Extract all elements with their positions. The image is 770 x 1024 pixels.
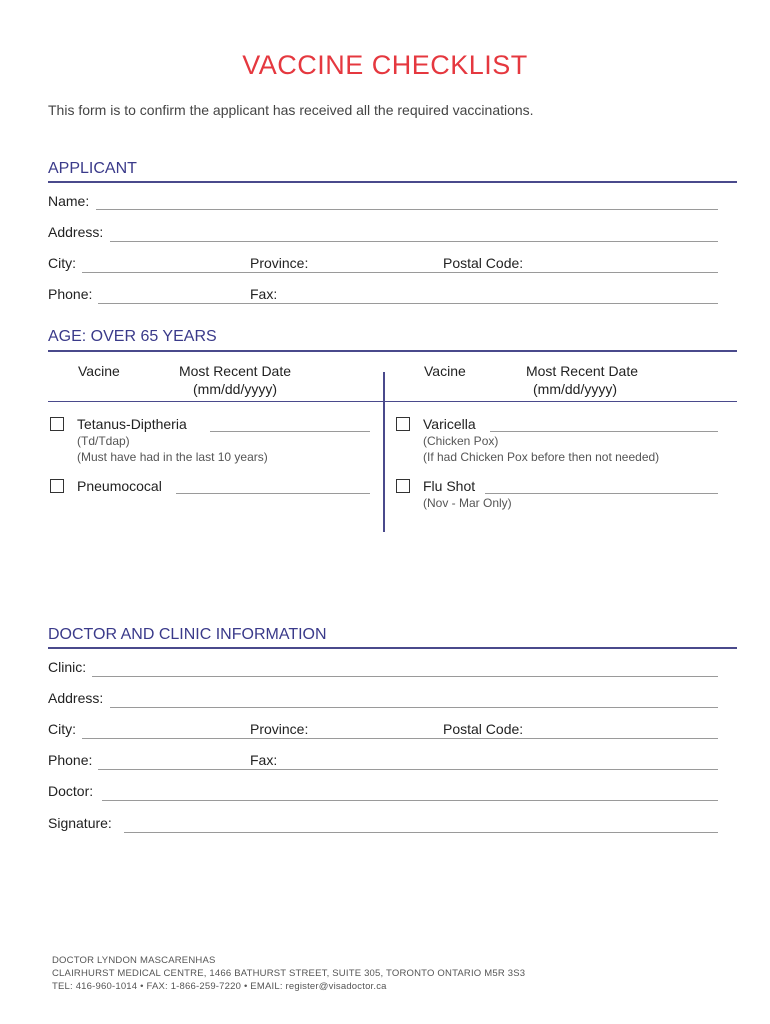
applicant-postal-label: Postal Code: [443, 255, 524, 271]
applicant-address-label: Address: [48, 224, 104, 240]
applicant-address-field[interactable] [110, 241, 718, 242]
doctor-rule [48, 647, 737, 649]
tetanus-date-field[interactable] [210, 431, 370, 432]
doctor-phone-field[interactable] [98, 769, 718, 770]
intro-text: This form is to confirm the applicant has received all the required vaccinations. [48, 102, 534, 118]
footer-doctor-name: DOCTOR LYNDON MASCARENHAS [52, 955, 216, 966]
right-col-date-format: (mm/dd/yyyy) [533, 381, 617, 397]
doctor-clinic-label: Clinic: [48, 659, 87, 675]
varicella-sub2: (If had Chicken Pox before then not needed) [423, 450, 660, 464]
doctor-phone-label: Phone: [48, 752, 93, 768]
column-divider [383, 372, 385, 532]
footer-address: CLAIRHURST MEDICAL CENTRE, 1466 BATHURST STREET, SUITE 305, TORONTO ONTARIO M5R 3S3 [52, 968, 526, 979]
table-header-rule [48, 401, 737, 402]
doctor-city-label: City: [48, 721, 76, 737]
doctor-address-label: Address: [48, 690, 104, 706]
varicella-sub1: (Chicken Pox) [423, 434, 499, 448]
varicella-label: Varicella [423, 416, 476, 432]
applicant-fax-label: Fax: [250, 286, 278, 302]
doctor-heading: DOCTOR AND CLINIC INFORMATION [48, 626, 327, 643]
pneumococal-label: Pneumococal [77, 478, 162, 494]
age-rule [48, 350, 737, 352]
doctor-city-field[interactable] [82, 738, 718, 739]
flu-shot-checkbox[interactable] [396, 479, 410, 493]
doctor-name-field[interactable] [102, 800, 718, 801]
right-col-vaccine-header: Vacine [424, 363, 466, 379]
pneumococal-checkbox[interactable] [50, 479, 64, 493]
applicant-province-label: Province: [250, 255, 309, 271]
doctor-signature-label: Signature: [48, 815, 112, 831]
doctor-name-label: Doctor: [48, 783, 94, 799]
flu-shot-label: Flu Shot [423, 478, 476, 494]
applicant-phone-label: Phone: [48, 286, 93, 302]
flu-shot-date-field[interactable] [485, 493, 718, 494]
applicant-name-field[interactable] [96, 209, 718, 210]
left-col-date-format: (mm/dd/yyyy) [193, 381, 277, 397]
applicant-phone-field[interactable] [98, 303, 718, 304]
applicant-rule [48, 181, 737, 183]
applicant-heading: APPLICANT [48, 160, 137, 177]
doctor-signature-field[interactable] [124, 832, 718, 833]
left-col-vaccine-header: Vacine [78, 363, 120, 379]
doctor-postal-label: Postal Code: [443, 721, 524, 737]
page-title: VACCINE CHECKLIST [242, 50, 528, 80]
footer-contact: TEL: 416-960-1014 • FAX: 1-866-259-7220 • EMAIL: register@visadoctor.ca [52, 981, 387, 992]
applicant-city-field[interactable] [82, 272, 718, 273]
doctor-province-label: Province: [250, 721, 309, 737]
flu-shot-sub1: (Nov - Mar Only) [423, 496, 512, 510]
doctor-clinic-field[interactable] [92, 676, 718, 677]
right-col-date-header: Most Recent Date [525, 363, 639, 379]
varicella-date-field[interactable] [490, 431, 718, 432]
applicant-name-label: Name: [48, 193, 90, 209]
tetanus-label: Tetanus-Diptheria [77, 416, 187, 432]
doctor-fax-label: Fax: [250, 752, 278, 768]
doctor-address-field[interactable] [110, 707, 718, 708]
tetanus-checkbox[interactable] [50, 417, 64, 431]
tetanus-sub1: (Td/Tdap) [77, 434, 130, 448]
tetanus-sub2: (Must have had in the last 10 years) [77, 450, 268, 464]
age-heading: AGE: OVER 65 YEARS [48, 328, 217, 345]
pneumococal-date-field[interactable] [176, 493, 370, 494]
left-col-date-header: Most Recent Date [178, 363, 292, 379]
varicella-checkbox[interactable] [396, 417, 410, 431]
applicant-city-label: City: [48, 255, 76, 271]
